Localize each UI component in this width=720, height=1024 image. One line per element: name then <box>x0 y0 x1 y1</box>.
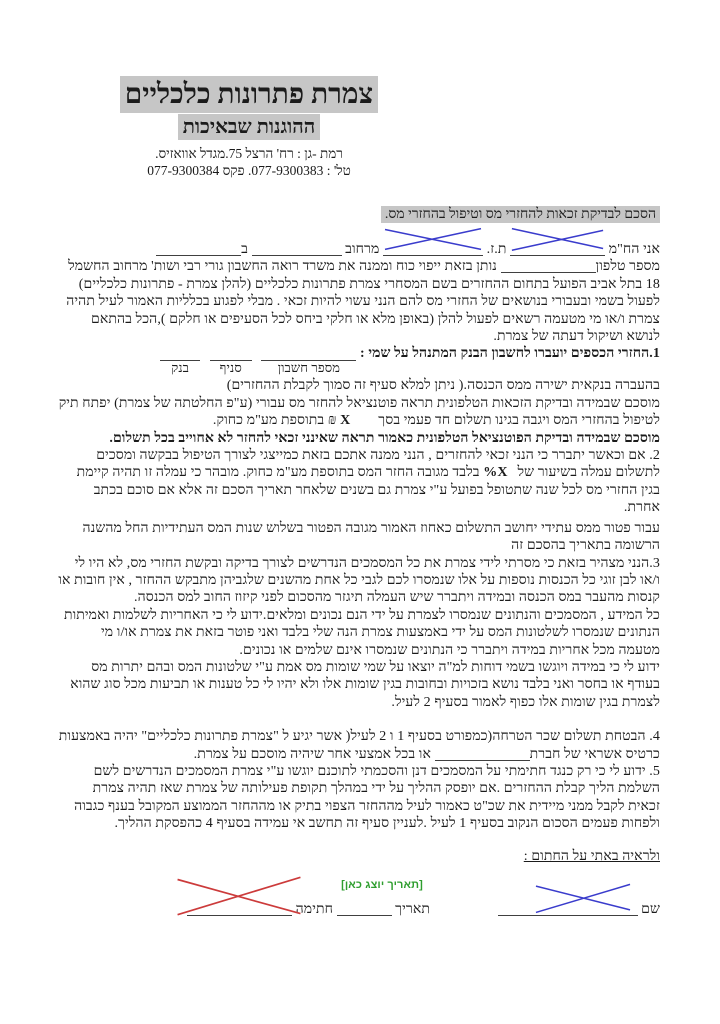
date-label: תאריך <box>395 902 430 917</box>
name-blank <box>498 902 638 916</box>
bank-account-blank <box>261 348 356 361</box>
data-accuracy-paragraph: כל המידע , המסמכים והנתונים שנמסרו לצמרת על ידי הנם נכונים ומלאים.ידוע לי כי האחריות לשלמות ואמיתות הנתונים שנמסרו לשלטונות המס על ידי באמצעות צמרת הנה שלי בלבד ואני פוטר בזאת את צמרת או/ו מי מטעמה מכל אחריות במידה ויתברר כי הנתונים שנמסרו אינם שלמים או נכונים. <box>63 607 660 658</box>
bank-label: בנק <box>171 360 190 376</box>
intro-undersigned-label: אני הח"מ <box>608 242 660 257</box>
blue-x-mark-icon <box>510 226 605 252</box>
date-placeholder-label: [תאריך יוצג כאן] <box>341 879 423 891</box>
intro-id-label: ת.ז. <box>486 242 507 257</box>
credit-company-blank <box>435 747 530 761</box>
section-1-heading-row <box>58 345 660 375</box>
signature-field <box>187 901 333 918</box>
letterhead <box>98 76 400 179</box>
no-refund-note-text: מוסכם שבמידה ובדיקת הפוטנציאל הטלפונית כאמור תראה שאינני זכאי להחזר לא אחוייב בכל תשלום. <box>109 430 660 446</box>
section-3-paragraph: 3.הנני מצהיר בזאת כי מסרתי לידי צמרת את כל המסמכים הנדרשים לצורך בדיקה ובקשת החזרי מס, לא היו לי ו/או לבן זוגי כל הכנסות נוספות על אלו שנמסרו לכם לגבי כל אחת מהשנים שלגביהן מתבקש ההחזר , אין חובות או קנסות מהעבר במס הכנסה ובמידה ויתברר שיש העמלה תיגזר מהסכום לפני קיזוז החוב למס הכנסה. <box>58 555 660 606</box>
date-field <box>337 901 430 918</box>
doc-body <box>58 241 660 939</box>
transfer-method-line: בהעברה בנקאית ישירה ממס הכנסה.( ניתן למלא סעיף זה סמוך לקבלת ההחזרים) <box>226 378 660 394</box>
branch-label: סניף <box>219 360 242 376</box>
intro-paragraph <box>58 258 660 345</box>
bank-account-field <box>261 348 356 375</box>
no-refund-note <box>58 430 660 447</box>
fee-text-post: ₪ בתוספת מע"מ כחוק. <box>212 413 337 429</box>
closing-line: ולראיה באתי על החתום : <box>523 848 660 864</box>
red-x-mark-icon <box>175 874 303 918</box>
name-label: שם <box>641 902 660 917</box>
city-blank <box>156 242 241 256</box>
branch-field <box>210 348 252 375</box>
company-title: צמרת פתרונות כלכליים <box>120 76 378 113</box>
section-2-post: בלבד מגובה החזר המס בתוספת מע"מ כחוק. מובהר כי עמלה זו תהיה קיימת בגין החזרי מס לכל שנה שתטופל בפועל ע"י צמרת גם בשנים שלאחר תאריך הסכם זה אלא אם סוכם בכתב אחרת. <box>76 465 660 516</box>
doc-title-row <box>381 205 660 223</box>
section-5-paragraph: 5. ידוע לי כי רק כנגד חתימתי על המסמכים דנן והסכמתי לתוכנם יוגשו ע"י צמרת המסמכים הנדרשים לשם השלמת הליך קבלת ההחזרים .אם יופסק ההליך על ידי במהלך תקופת פעילותה של צמרת שאז תהיה צמרת זכאית לקבל ממני מיידית את שכ"ט כאמור לעיל מההחזר הצפוי בתיק או מההחזר הממוצע המקובל בענף כגבוה ולפחות פעמים הסכום הנקוב בסעיף 1 לעיל .לעניין סעיף זה תחשב אי עמידה בסעיף 4 כהפסקת ההליך. <box>74 763 660 832</box>
date-blank <box>337 902 392 916</box>
future-exemption-paragraph: עבור פטור ממס עתידי יחושב התשלום כאחוז האמור מגובה הפטור בשלוש שנות המס העתידיות החל מהשנה הרשומה בתאריך בהסכם זה <box>82 520 660 554</box>
bank-field <box>160 348 200 375</box>
branch-blank <box>210 348 252 361</box>
intro-line <box>58 241 660 258</box>
blue-x-mark-icon <box>383 226 483 252</box>
company-tagline: ההוגנות שבאיכות <box>178 114 321 140</box>
intro-city-prefix: ב <box>241 242 248 257</box>
signature-blank <box>187 902 292 916</box>
doc-title: הסכם לבדיקת זכאות להחזרי מס וטיפול בהחזרי מס. <box>381 206 660 223</box>
intro-paragraph-text: נותן בזאת ייפוי כוח וממנה את משרד רואה החשבון גורי רבי ושות' מרחוב החשמל 18 בתל אביב הפועל בתחום ההחזרים בשם המסחרי צמרת פתרונות כלכליים (להלן צמרת - פתרונות כלכליים) לפעול בשמי ובעבורי בנושאים של החזרי מס להם הנני עשוי להיות זכאי . מבלי לפגוע בכלליות האמור לעיל תהיה צמרת ו/או מי מטעמה רשאים לפעול להלן (באופן מלא או חלקי ביחס לכל הסעיפים או חלקם ),הכל בהתאם לנושא ושיקול דעתה של צמרת. <box>66 259 660 345</box>
phone-number-blank <box>501 259 596 273</box>
fee-text-pre: מוסכם שבמידה ובדיקת הזכאות הטלפונית תראה פוטנציאל להחזר מס עבורי (ע"פ החלטתה של צמרת) יפתח תיק לטיפול בהחזרי המס ויגבה בגינו תשלום חד פעמי בסך <box>58 395 660 429</box>
phone-number-label: מספר טלפון <box>595 259 660 275</box>
signature-label: חתימה <box>295 902 333 917</box>
company-phone: טל' : 077-9300383. פקס 077-9300384 <box>147 163 351 178</box>
assessments-paragraph: ידוע לי כי במידה ויוגשו בשמי דוחות למ"ה יוצאו על שמי שומות מס אמת ע"י שלטונות המס ובהם יתרות מס בעודף או בחסר ואני בלבד נושא בזכויות ובחובות בגין שומות אלו ולא יהיו לי כל טענות או תביעות מכל סוג שהוא לצמרת בגין שומות אלו כפוף לאמור בסעיף 2 לעיל. <box>70 659 660 710</box>
company-address: רמת -גן : רח' הרצל 75.מגדל אוואזיס. <box>155 146 343 161</box>
section-4-paragraph <box>58 728 660 763</box>
signature-area <box>58 875 660 939</box>
name-field <box>498 901 660 918</box>
fee-amount: X <box>340 413 351 429</box>
fee-paragraph <box>58 395 660 430</box>
section-2-paragraph <box>58 447 660 517</box>
bank-account-label: מספר חשבון <box>277 360 341 376</box>
section-4-post: או בכל אמצעי אחר שיהיה מוסכם על צמרת. <box>193 746 431 762</box>
signer-name-blank <box>510 242 605 256</box>
section-1-heading: 1.החזרי הכספים יועברו לחשבון הבנק המתנהל על שמי : <box>359 346 660 362</box>
bank-blank <box>160 348 200 361</box>
fee-percent: X% <box>483 465 508 481</box>
section-2-pre: 2. אם וכאשר יתברר כי הנני זכאי להחזרים , הנני ממנה אתכם בזאת כמייצגי לצורך הטיפול בבקשה ומסכים לתשלום עמלה בשיעור של <box>96 448 660 481</box>
section-4-pre: 4. הבטחת תשלום שכר הטרחה(כמפורט בסעיף 1 ו 2 לעיל( אשר יגיע ל "צמרת פתרונות כלכליים" יהיה באמצעות כרטיס אשראי של חברת <box>58 729 660 762</box>
street-blank <box>252 242 342 256</box>
intro-street-label: מרחוב <box>345 242 380 257</box>
blue-x-mark-icon <box>534 881 632 915</box>
id-number-blank <box>383 242 483 256</box>
